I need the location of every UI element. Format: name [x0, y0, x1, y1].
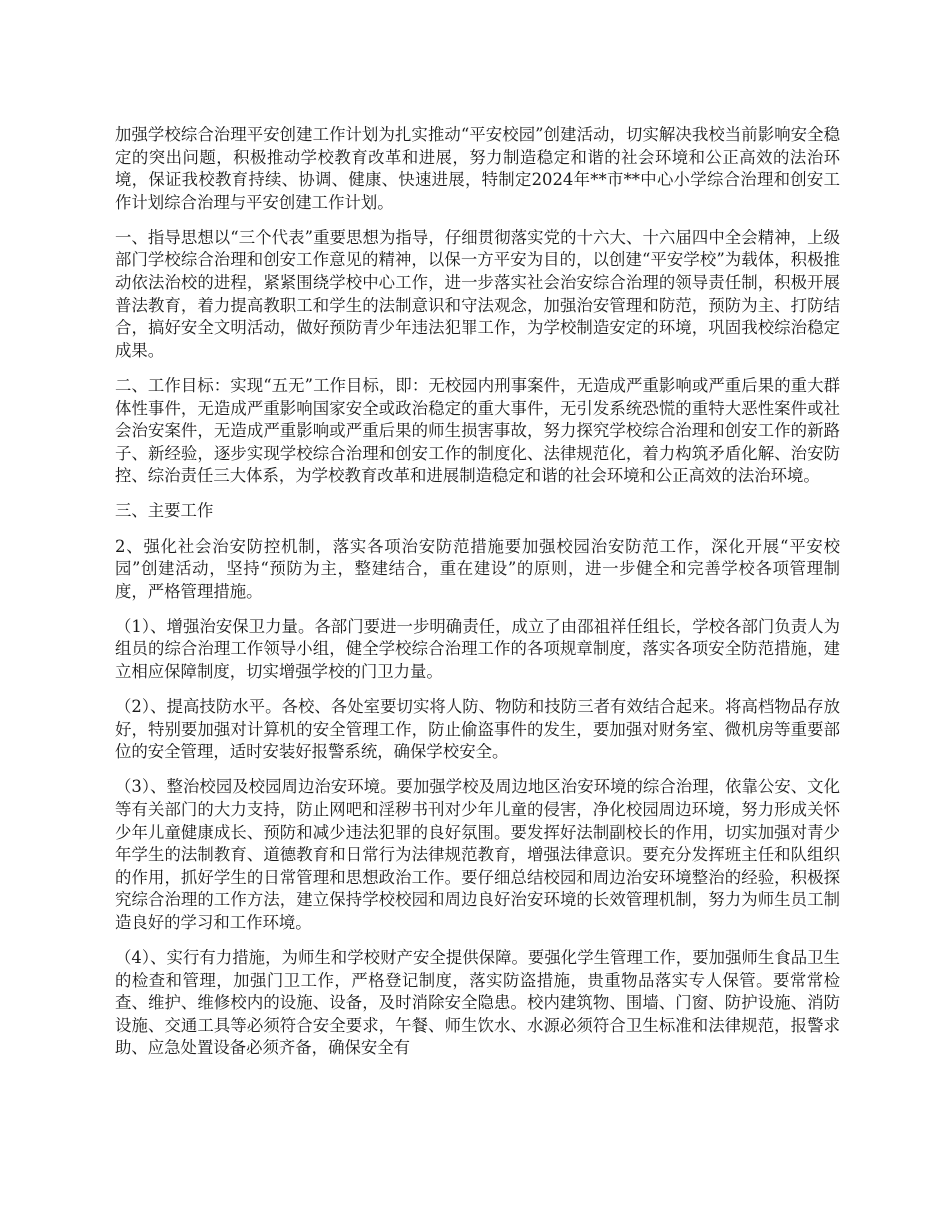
work-goals-paragraph: 二、工作目标：实现“五无”工作目标，即：无校园内刑事案件，无造成严重影响或严重后果的重大群体性事件，无造成严重影响国家安全或政治稳定的重大事件，无引发系统恐慌的重特大恶性案件或社会治安案件，无造成严重影响或严重后果的师生损害事故，努力探究学校综合治理和创安工作的新路子、新经验，逐步实现学校综合治理和创安工作的制度化、法律规范化，着力构筑矛盾化解、治安防控、综治责任三大体系，为学校教育改革和进展制造稳定和谐的社会环境和公正高效的法治环境。 — [115, 375, 840, 486]
item-1-paragraph: （1）、增强治安保卫力量。各部门要进一步明确责任，成立了由邵祖祥任组长，学校各部门负责人为组员的综合治理工作领导小组，健全学校综合治理工作的各项规章制度，落实各项安全防范措施，建立相应保障制度，切实增强学校的门卫力量。 — [115, 616, 840, 681]
guiding-ideology-paragraph: 一、指导思想以“三个代表”重要思想为指导，仔细贯彻落实党的十六大、十六届四中全会精神，上级部门学校综合治理和创安工作意见的精神，以保一方平安为目的，以创建“平安学校”为载体，积极推动依法治校的进程，紧紧围绕学校中心工作，进一步落实社会治安综合治理的领导责任制，积极开展普法教育，着力提高教职工和学生的法制意识和守法观念，加强治安管理和防范，预防为主、打防结合，搞好安全文明活动，做好预防青少年违法犯罪工作，为学校制造安定的环境，巩固我校综治稳定成果。 — [115, 227, 840, 360]
intro-paragraph: 加强学校综合治理平安创建工作计划为扎实推动“平安校园”创建活动，切实解决我校当前影响安全稳定的突出问题，积极推动学校教育改革和进展，努力制造稳定和谐的社会环境和公正高效的法治环境，保证我校教育持续、协调、健康、快速进展，特制定2024年**市**中心小学综合治理和创安工作计划综合治理与平安创建工作计划。 — [115, 125, 840, 212]
security-mechanism-paragraph: 2、强化社会治安防控机制，落实各项治安防范措施要加强校园治安防范工作，深化开展“平安校园”创建活动，坚持“预防为主，整建结合，重在建设”的原则，进一步健全和完善学校各项管理制度，严格管理措施。 — [115, 536, 840, 601]
document-body — [115, 124, 840, 1072]
item-4-paragraph: （4）、实行有力措施，为师生和学校财产安全提供保障。要强化学生管理工作，要加强师生食品卫生的检查和管理，加强门卫工作，严格登记制度，落实防盗措施，贵重物品落实专人保管。要常常检查、维护、维修校内的设施、设备，及时消除安全隐患。校内建筑物、围墙、门窗、防护设施、消防设施、交通工具等必须符合安全要求，午餐、师生饮水、水源必须符合卫生标准和法律规范，报警求助、应急处置设备必须齐备，确保安全有 — [115, 948, 840, 1058]
item-3-paragraph: （3）、整治校园及校园周边治安环境。要加强学校及周边地区治安环境的综合治理，依靠公安、文化等有关部门的大力支持，防止网吧和淫秽书刊对少年儿童的侵害，净化校园周边环境，努力形成关怀少年儿童健康成长、预防和减少违法犯罪的良好氛围。要发挥好法制副校长的作用，切实加强对青少年学生的法制教育、道德教育和日常行为法律规范教育，增强法律意识。要充分发挥班主任和队组织的作用，抓好学生的日常管理和思想政治工作。要仔细总结校园和周边治安环境整治的经验，积极探究综合治理的工作方法，建立保持学校校园和周边良好治安环境的长效管理机制，努力为师生员工制造良好的学习和工作环境。 — [115, 777, 840, 932]
item-2-paragraph: （2）、提高技防水平。各校、各处室要切实将人防、物防和技防三者有效结合起来。将高档物品存放好，特别要加强对计算机的安全管理工作，防止偷盗事件的发生，要加强对财务室、微机房等重要部位的安全管理，适时安装好报警系统，确保学校安全。 — [115, 697, 840, 762]
main-work-heading: 三、主要工作 — [115, 501, 214, 521]
